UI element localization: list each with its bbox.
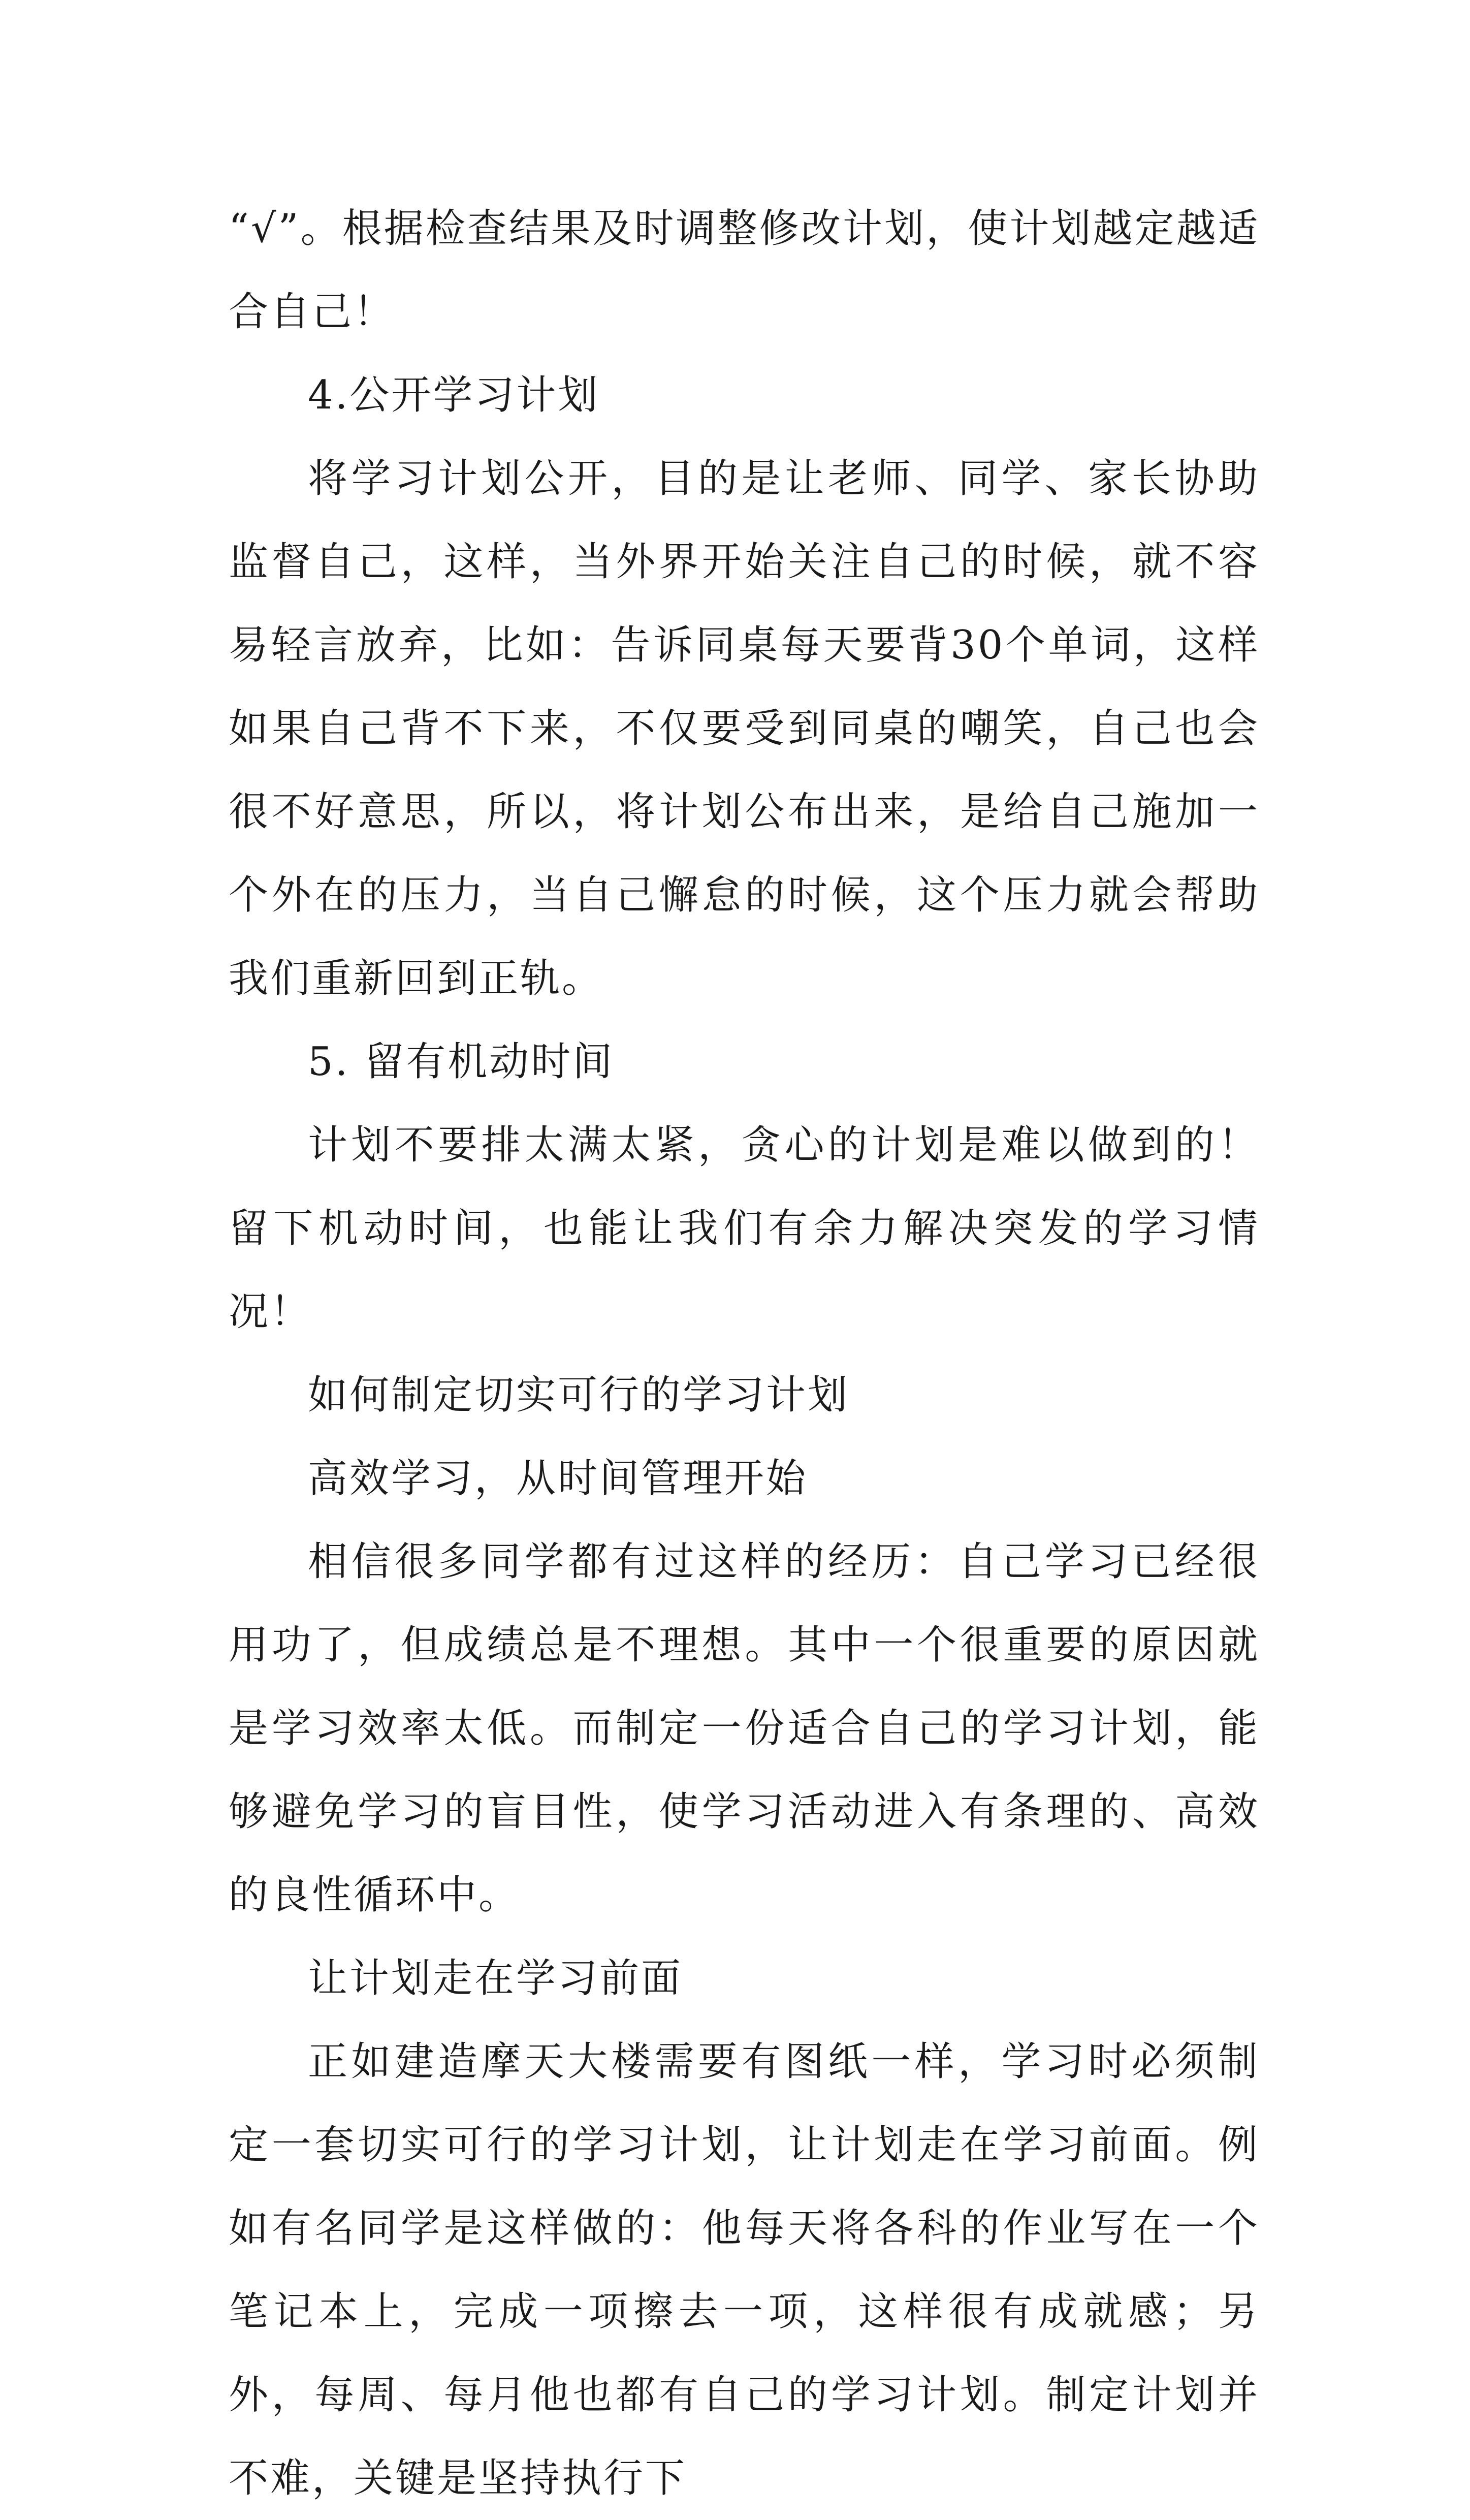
heading-plan-first: 让计划走在学习前面 <box>308 1956 683 2001</box>
heading-time-management: 高效学习，从时间管理开始 <box>308 1456 808 1501</box>
heading-how-to-plan: 如何制定切实可行的学习计划 <box>308 1372 850 1418</box>
paragraph-efficiency: 相信很多同学都有过这样的经历：自己学习已经很用功了，但成绩总是不理想。其中一个很重要的原因就是学习效率太低。而制定一份适合自己的学习计划，能够避免学习的盲目性，使学习活动进入有条理的、高效的良性循环中。 <box>229 1539 1260 1918</box>
heading-flexible-time: 5. 留有机动时间 <box>308 1039 615 1085</box>
paragraph-public-plan: 将学习计划公开，目的是让老师、同学、家长协助监督自己，这样，当外界开始关注自己的时候，就不容易轻言放弃，比如：告诉同桌每天要背30个单词，这样如果自己背不下来，不仅要受到同桌的嘲笑，自己也会很不好意思，所以，将计划公布出来，是给自己施加一个外在的压力，当自己懈怠的时候，这个压力就会帮助我们重新回到正轨。 <box>229 456 1260 1001</box>
paragraph-plan-first: 正如建造摩天大楼需要有图纸一样，学习时必须制定一套切实可行的学习计划，让计划走在学习前面。例如有名同学是这样做的：他每天将各科的作业写在一个笔记本上，完成一项擦去一项，这样很有成就感；另外，每周、每月他也都有自己的学习计划。制定计划并不难，关键是坚持执行下 <box>229 2039 1260 2501</box>
paragraph-continuation: “√”。根据检查结果及时调整修改计划，使计划越定越适合自己！ <box>229 206 1260 335</box>
paragraph-flexible-time: 计划不要排太满太紧，贪心的计划是难以做到的！留下机动时间，也能让我们有余力解决突发的学习情况！ <box>229 1122 1260 1335</box>
body-text <box>229 187 1260 2520</box>
heading-public-plan: 4.公开学习计划 <box>308 372 600 418</box>
